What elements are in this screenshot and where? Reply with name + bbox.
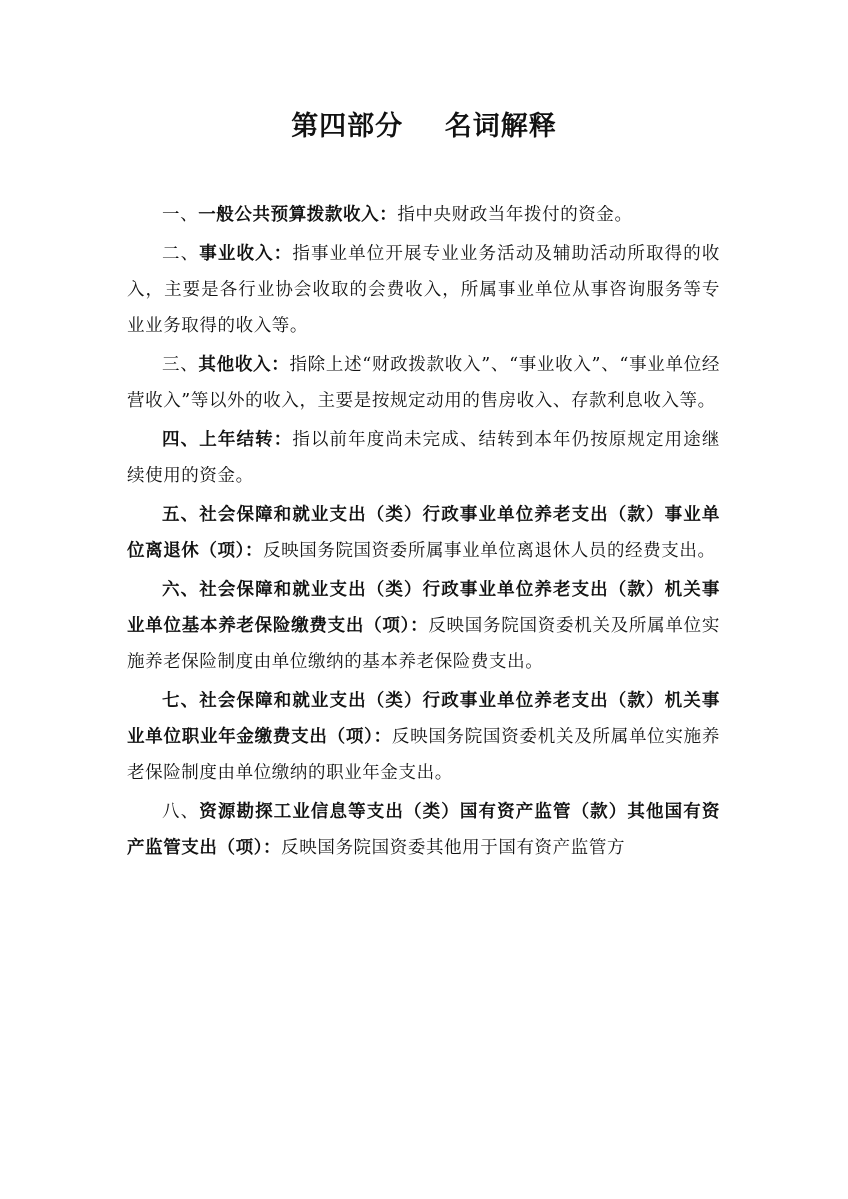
item-definition: 指以前年度尚未完成、结转到本年仍按原规定用途继续使用的资金。 — [127, 430, 720, 486]
item-prefix: 八、 — [162, 802, 200, 822]
item-prefix: 七、 — [162, 691, 200, 711]
item-prefix: 三、 — [162, 355, 199, 375]
item-term: 社会保障和就业支出（类）行政事业单位养老支出（款）机关事业单位基本养老保险缴费支出（项）： — [127, 580, 720, 636]
item-prefix: 六、 — [162, 580, 200, 600]
item-term: 一般公共预算拨款收入： — [198, 205, 398, 225]
item-term: 社会保障和就业支出（类）行政事业单位养老支出（款）机关事业单位职业年金缴费支出（项）： — [127, 691, 720, 747]
glossary-item-3 — [127, 347, 720, 419]
item-definition: 反映国务院国资委机关及所属单位实施养老保险制度由单位缴纳的基本养老保险费支出。 — [127, 616, 720, 672]
item-term: 社会保障和就业支出（类）行政事业单位养老支出（款）事业单位离退休（项）： — [127, 505, 720, 561]
glossary-item-2 — [127, 236, 720, 344]
item-prefix: 一、 — [162, 205, 199, 225]
glossary-item-7 — [127, 683, 720, 791]
item-prefix: 四、 — [162, 430, 200, 450]
item-term: 资源勘探工业信息等支出（类）国有资产监管（款）其他国有资产监管支出（项）： — [127, 802, 720, 858]
glossary-item-4 — [127, 422, 720, 494]
glossary-item-1 — [127, 197, 720, 233]
item-definition: 指除上述“财政拨款收入”、“事业收入”、“事业单位经营收入”等以外的收入，主要是按规定动用的售房收入、存款利息收入等。 — [127, 355, 720, 411]
page-title: 第四部分 名词解释 — [291, 111, 557, 142]
glossary-item-6 — [127, 572, 720, 680]
item-definition: 指事业单位开展专业业务活动及辅助活动所取得的收入，主要是各行业协会收取的会费收入，所属事业单位从事咨询服务等专业业务取得的收入等。 — [127, 244, 720, 336]
glossary-item-5 — [127, 497, 720, 569]
item-definition: 反映国务院国资委机关及所属单位实施养老保险制度由单位缴纳的职业年金支出。 — [127, 727, 720, 783]
item-term: 其他收入： — [198, 355, 290, 375]
item-term: 事业收入： — [199, 244, 293, 264]
glossary-item-8 — [127, 794, 720, 866]
item-term: 上年结转： — [199, 430, 293, 450]
item-definition: 反映国务院国资委其他用于国有资产监管方 — [281, 838, 626, 858]
item-prefix: 二、 — [162, 244, 200, 264]
item-definition: 反映国务院国资委所属事业单位离退休人员的经费支出。 — [263, 541, 716, 561]
item-prefix: 五、 — [162, 505, 200, 525]
glossary-body — [127, 197, 720, 869]
item-definition: 指中央财政当年拨付的资金。 — [397, 205, 633, 225]
